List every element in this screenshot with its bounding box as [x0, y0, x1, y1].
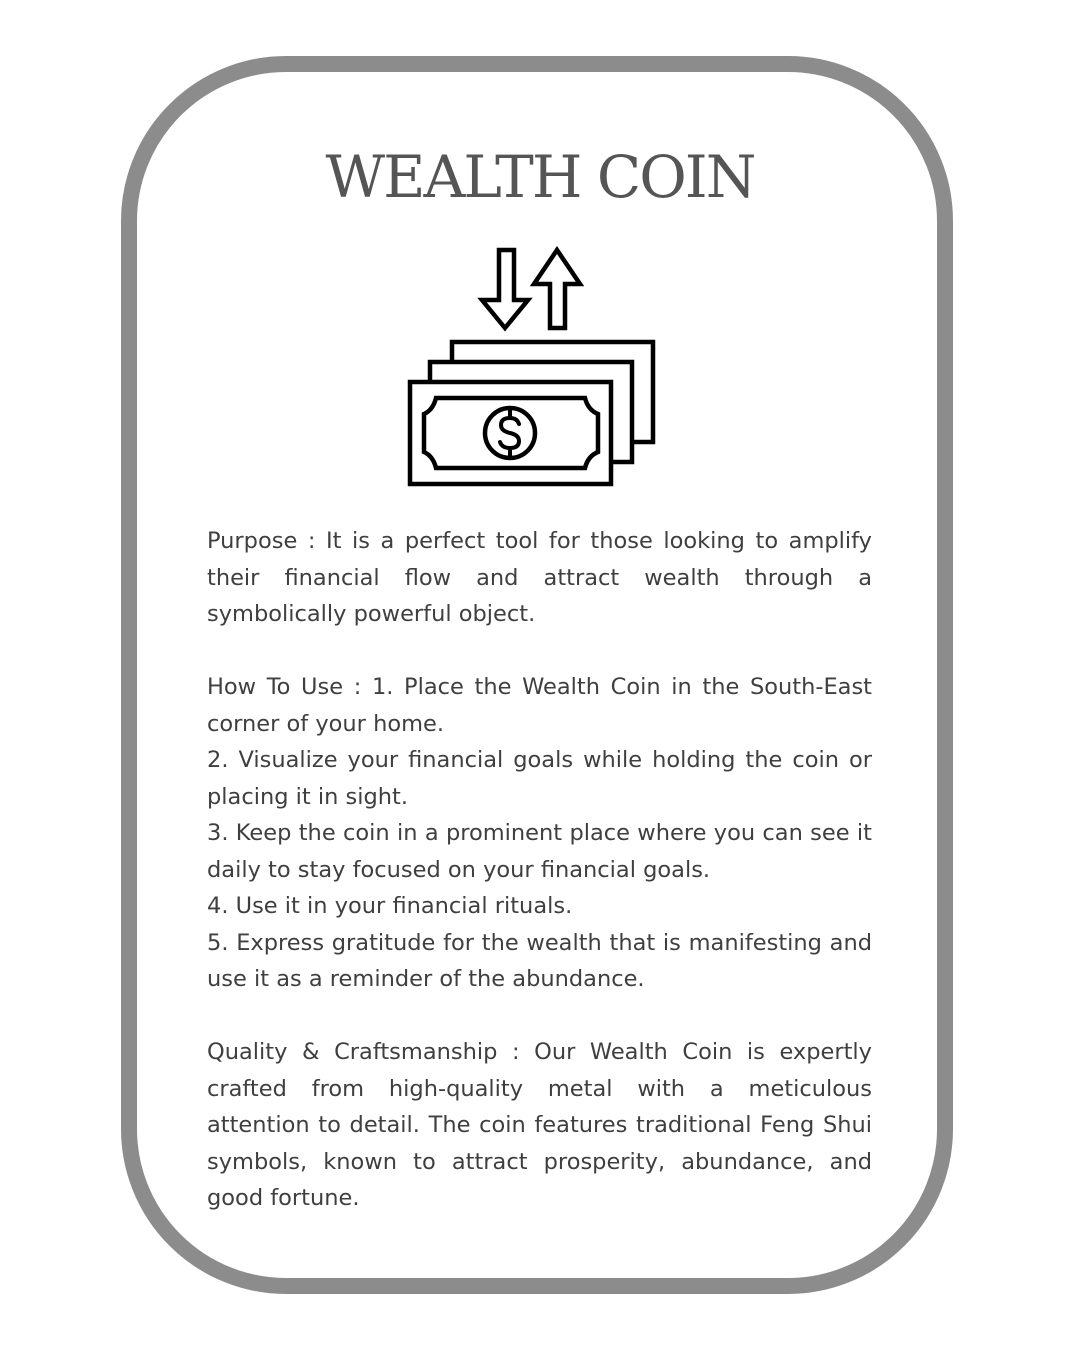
purpose-text: It is a perfect tool for those looking to amplify their financial flow and attract wealth through a symbolically powerful object.: [207, 528, 872, 627]
how-to-use-step: 2. Visualize your financial goals while holding the coin or placing it in sight.: [207, 747, 872, 810]
purpose-label: Purpose: [207, 528, 298, 554]
how-to-use-step-text: 1. Place the Wealth Coin in the South-East corner of your home.: [207, 674, 872, 737]
how-to-use-separator: :: [343, 674, 372, 700]
money-exchange-icon: [404, 246, 660, 490]
purpose-section: [207, 523, 872, 633]
how-to-use-step: 4. Use it in your financial rituals.: [207, 893, 573, 919]
purpose-separator: :: [297, 528, 326, 554]
how-to-use-section: [207, 669, 872, 998]
quality-separator: :: [497, 1039, 535, 1065]
how-to-use-step: 5. Express gratitude for the wealth that is manifesting and use it as a reminder of the abundance.: [207, 929, 872, 992]
how-to-use-step: 3. Keep the coin in a prominent place where you can see it daily to stay focused on your financial goals.: [207, 820, 872, 883]
quality-text: Our Wealth Coin is expertly crafted from high-quality metal with a meticulous attention to detail. The coin features traditional Feng Shui symbols, known to attract prosperity, abundance, and good fortune.: [207, 1039, 872, 1211]
up-arrow-icon: [534, 250, 580, 328]
page-title: WEALTH COIN: [325, 143, 755, 211]
how-to-use-label: How To Use: [207, 674, 344, 700]
down-arrow-icon: [482, 250, 528, 328]
quality-label: Quality & Craftsmanship: [207, 1039, 498, 1065]
quality-section: [207, 1034, 872, 1217]
description: [207, 523, 872, 1217]
how-to-use-step: [207, 669, 872, 742]
